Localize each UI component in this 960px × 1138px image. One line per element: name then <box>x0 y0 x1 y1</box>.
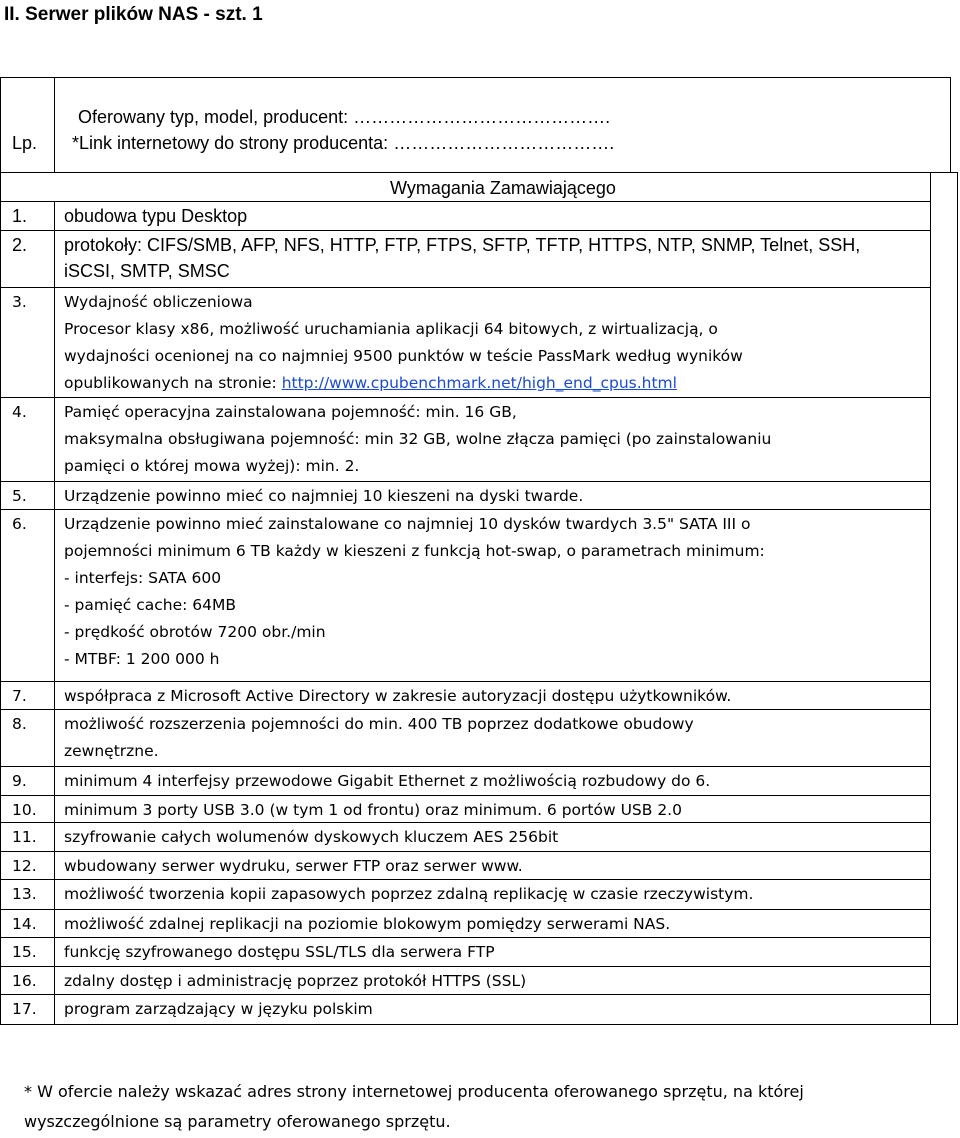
requirement-row <box>0 230 930 287</box>
requirement-line: wydajności ocenionej na co najmniej 9500 punktów w teście PassMark według wyników <box>64 347 743 365</box>
requirement-text <box>64 232 924 284</box>
requirement-text <box>64 881 924 908</box>
lp-header: Lp. <box>12 133 38 153</box>
requirement-row <box>0 966 930 994</box>
row-separator <box>0 481 930 482</box>
requirement-text <box>64 483 924 510</box>
requirement-number: 14. <box>12 915 37 933</box>
requirement-text <box>64 968 924 995</box>
requirement-row <box>0 795 930 822</box>
footnote-line-1: * W ofercie należy wskazać adres strony internetowej producenta oferowanego sprzętu, na której <box>24 1082 804 1101</box>
requirement-line: Wydajność obliczeniowa <box>64 293 253 311</box>
requirement-text <box>64 911 924 938</box>
requirement-line: pamięci o której mowa wyżej): min. 2. <box>64 457 360 475</box>
requirement-line: możliwość rozszerzenia pojemności do min. 400 TB poprzez dodatkowe obudowy <box>64 715 694 733</box>
requirements-header: Wymagania Zamawiającego <box>390 178 616 198</box>
requirement-line: Urządzenie powinno mieć co najmniej 10 kieszeni na dyski twarde. <box>64 487 584 505</box>
requirement-line: pojemności minimum 6 TB każdy w kieszeni z funkcją hot-swap, o parametrach minimum: <box>64 542 765 560</box>
row-separator <box>0 287 930 288</box>
requirement-text <box>64 939 924 966</box>
requirement-line: protokoły: CIFS/SMB, AFP, NFS, HTTP, FTP, FTPS, SFTP, TFTP, HTTPS, NTP, SNMP, Telnet, SSH, <box>64 235 861 255</box>
row-separator <box>0 937 930 938</box>
requirement-row <box>0 851 930 879</box>
requirement-number: 6. <box>12 515 27 533</box>
requirement-number: 5. <box>12 487 27 505</box>
requirement-row <box>0 766 930 795</box>
requirement-row <box>0 879 930 909</box>
requirement-text <box>64 711 924 765</box>
requirement-text <box>64 511 924 673</box>
requirement-row <box>0 509 930 681</box>
requirement-number: 8. <box>12 715 27 733</box>
requirement-text <box>64 203 924 229</box>
footnote-line-2: wyszczególnione są parametry oferowanego sprzętu. <box>24 1112 451 1131</box>
requirement-number: 7. <box>12 687 27 705</box>
row-separator <box>0 230 930 231</box>
row-separator <box>0 909 930 910</box>
row-separator <box>0 709 930 710</box>
requirement-row <box>0 909 930 937</box>
requirement-number: 11. <box>12 828 37 846</box>
requirement-line: możliwość tworzenia kopii zapasowych poprzez zdalną replikację w czasie rzeczywistym. <box>64 885 754 903</box>
requirement-row <box>0 397 930 481</box>
row-separator <box>0 766 930 767</box>
requirement-text <box>64 853 924 880</box>
requirement-line: program zarządzający w języku polskim <box>64 1000 373 1018</box>
requirement-row <box>0 481 930 509</box>
requirement-line: opublikowanych na stronie: http://www.cpubenchmark.net/high_end_cpus.html <box>64 374 677 392</box>
row-separator <box>0 822 930 823</box>
header-divider <box>54 77 55 173</box>
requirement-line: wbudowany serwer wydruku, serwer FTP oraz serwer www. <box>64 857 523 875</box>
requirement-number: 15. <box>12 943 37 961</box>
requirement-line: Procesor klasy x86, możliwość uruchamiania aplikacji 64 bitowych, z wirtualizacją, o <box>64 320 718 338</box>
requirement-row <box>0 822 930 851</box>
requirement-line: możliwość zdalnej replikacji na poziomie blokowym pomiędzy serwerami NAS. <box>64 915 671 933</box>
requirement-number: 1. <box>12 206 28 226</box>
requirement-line: - prędkość obrotów 7200 obr./min <box>64 623 326 641</box>
requirement-line: zewnętrzne. <box>64 742 159 760</box>
requirement-line: Urządzenie powinno mieć zainstalowane co najmniej 10 dysków twardych 3.5" SATA III o <box>64 515 751 533</box>
producer-link-label: *Link internetowy do strony producenta: ………………………………. <box>72 133 615 153</box>
requirement-text <box>64 824 924 851</box>
requirement-text <box>64 683 924 710</box>
requirement-number: 9. <box>12 772 27 790</box>
footnote <box>24 1077 944 1137</box>
requirement-row <box>0 937 930 966</box>
requirement-line: minimum 4 interfejsy przewodowe Gigabit Ethernet z możliwością rozbudowy do 6. <box>64 772 711 790</box>
requirement-line: iSCSI, SMTP, SMSC <box>64 261 230 281</box>
requirement-row <box>0 709 930 766</box>
row-separator <box>0 795 930 796</box>
requirement-line: szyfrowanie całych wolumenów dyskowych kluczem AES 256bit <box>64 828 559 846</box>
page-title: II. Serwer plików NAS - szt. 1 <box>4 4 263 25</box>
requirement-row <box>0 994 930 1025</box>
requirement-line: - pamięć cache: 64MB <box>64 596 237 614</box>
requirement-number: 17. <box>12 1000 37 1018</box>
requirement-text <box>64 768 924 795</box>
requirement-line: funkcję szyfrowanego dostępu SSL/TLS dla serwera FTP <box>64 943 495 961</box>
requirement-line: obudowa typu Desktop <box>64 206 248 226</box>
row-separator <box>0 397 930 398</box>
requirement-line: zdalny dostęp i administrację poprzez protokół HTTPS (SSL) <box>64 972 527 990</box>
requirement-line: - interfejs: SATA 600 <box>64 569 222 587</box>
row-separator <box>0 681 930 682</box>
row-separator <box>0 509 930 510</box>
requirement-text <box>64 289 924 397</box>
requirement-number: 4. <box>12 403 27 421</box>
requirement-text <box>64 399 924 480</box>
requirement-row <box>0 287 930 397</box>
requirement-line: współpraca z Microsoft Active Directory w zakresie autoryzacji dostępu użytkowników. <box>64 687 732 705</box>
requirement-number: 12. <box>12 857 37 875</box>
row-separator <box>0 879 930 880</box>
requirement-row <box>0 201 930 230</box>
row-separator <box>0 994 930 995</box>
row-separator <box>0 851 930 852</box>
requirement-text <box>64 797 924 824</box>
offered-model-label: Oferowany typ, model, producent: ……………………………………. <box>78 107 611 127</box>
requirement-line: Pamięć operacyjna zainstalowana pojemność: min. 16 GB, <box>64 403 517 421</box>
requirement-number: 10. <box>12 801 37 819</box>
requirement-number: 13. <box>12 885 37 903</box>
requirement-row <box>0 681 930 709</box>
requirements-right-col <box>930 172 931 1025</box>
requirement-number: 2. <box>12 235 28 255</box>
requirement-number: 3. <box>12 293 27 311</box>
requirement-line: maksymalna obsługiwana pojemność: min 32 GB, wolne złącza pamięci (po zainstalowaniu <box>64 430 772 448</box>
row-separator <box>0 966 930 967</box>
requirement-text <box>64 996 924 1023</box>
cpubenchmark-link[interactable]: http://www.cpubenchmark.net/high_end_cpus.html <box>281 374 677 392</box>
requirement-line: - MTBF: 1 200 000 h <box>64 650 220 668</box>
requirement-number: 16. <box>12 972 37 990</box>
requirement-line: minimum 3 porty USB 3.0 (w tym 1 od frontu) oraz minimum. 6 portów USB 2.0 <box>64 801 682 819</box>
